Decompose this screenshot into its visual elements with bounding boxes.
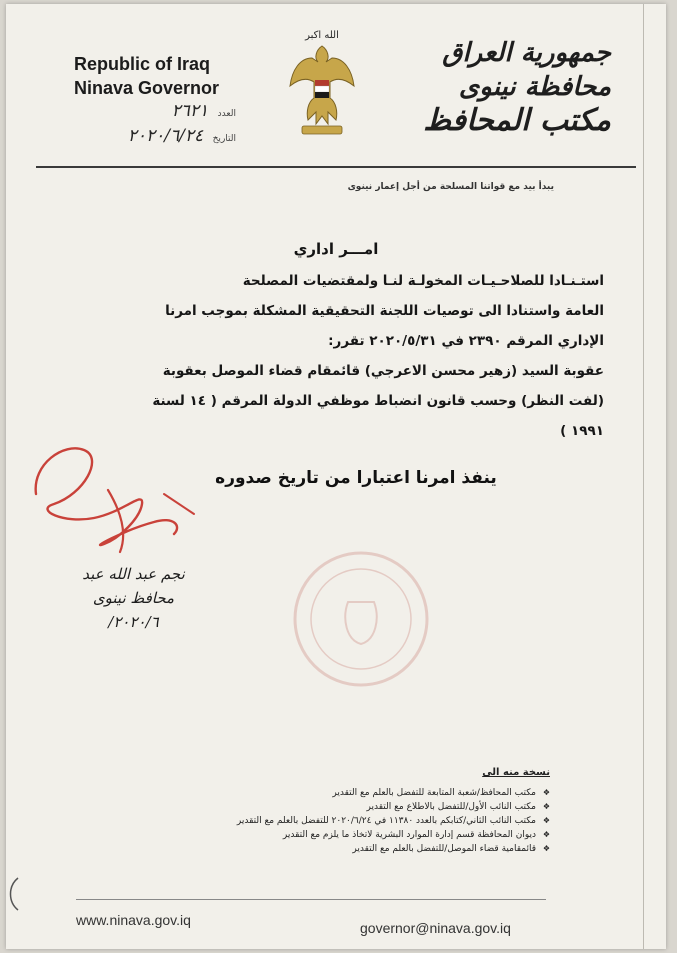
header-divider	[36, 166, 636, 168]
copies-to-list	[237, 766, 550, 856]
motto-text: يبدأ بيد مع قواتنا المسلحة من أجل إعمار نينوى	[347, 182, 554, 192]
signature-block	[76, 562, 191, 634]
copies-to-item: ❖ قائمقامية قضاء الموصل/للتفضل بالعلم مع التقدير	[237, 842, 550, 856]
document-title: امـــر اداري	[293, 240, 379, 258]
date-label: التاريخ	[212, 134, 236, 144]
body-line-1: استـنـادا للصلاحـيـات المخولـة لنـا ولمقتضيات المصلحة	[242, 273, 604, 289]
footer-website: www.ninava.gov.iq	[76, 912, 191, 928]
signatory-position: محافظ نينوى	[92, 589, 175, 607]
copies-to-item: ❖ مكتب المحافظ/شعبة المتابعة للتفضل بالعلم مع التقدير	[237, 786, 550, 800]
signatory-name: نجم عبد الله عبد	[82, 565, 185, 583]
margin-scribble-icon	[6, 874, 22, 914]
number-label: العدد	[217, 109, 236, 119]
body-line-2: العامة واستنادا الى توصيات اللجنة التحقيقية المشكلة بموجب امرنا	[165, 303, 604, 319]
body-line-5: (لفت النظر) وحسب قانون انضباط موظفي الدولة المرقم ( ١٤ لسنة	[152, 393, 604, 409]
document-body	[68, 266, 604, 446]
effective-clause: ينفذ امرنا اعتبارا من تاريخ صدوره	[215, 468, 497, 488]
reference-date-row	[36, 125, 236, 150]
official-stamp-icon	[286, 544, 436, 694]
reference-number-row	[36, 100, 236, 125]
copies-to-item: ❖ مكتب النائب الثاني/كتابكم بالعدد ١١٣٨٠ في ٢٠٢٠/٦/٢٤ للتفضل بالعلم مع التقدير	[237, 814, 550, 828]
number-value: ٢٦٢١	[171, 101, 209, 121]
copies-to-item: ❖ مكتب النائب الأول/للتفضل بالاطلاع مع التقدير	[237, 800, 550, 814]
arabic-letterhead-line-1: جمهورية العراق	[442, 38, 611, 68]
arabic-letterhead-line-2: محافظة نينوى	[458, 72, 611, 102]
english-letterhead-line-2: Ninava Governor	[74, 78, 220, 98]
english-letterhead	[74, 52, 219, 100]
emblem-text: الله اكبر	[305, 30, 339, 41]
footer-divider	[76, 899, 546, 900]
body-line-6: ١٩٩١ )	[560, 423, 604, 439]
arabic-letterhead	[401, 36, 611, 138]
copies-to-item: ❖ ديوان المحافظة قسم إدارة الموارد البشرية لاتخاذ ما يلزم مع التقدير	[237, 828, 550, 842]
english-letterhead-line-1: Republic of Iraq	[74, 54, 211, 74]
body-line-3: الإداري المرقم ٢٣٩٠ في ٢٠٢٠/٥/٣١ تقرر:	[328, 333, 604, 349]
arabic-letterhead-line-3: مكتب المحافظ	[423, 103, 611, 138]
iraq-eagle-emblem-icon	[286, 28, 358, 138]
body-line-4: عقوبة السيد (زهير محسن الاعرجي) قائمقام قضاء الموصل بعقوبة	[162, 363, 604, 379]
copies-to-title: نسخة منه الى	[482, 767, 550, 778]
footer-email: governor@ninava.gov.iq	[360, 920, 511, 936]
document-page	[6, 4, 666, 949]
signature-date: ٢٠٢٠/٦/	[108, 613, 159, 631]
reference-block	[36, 100, 236, 150]
date-value: ٢٠٢٠/٦/٢٤	[127, 126, 204, 146]
handwritten-signature-icon	[24, 434, 204, 564]
